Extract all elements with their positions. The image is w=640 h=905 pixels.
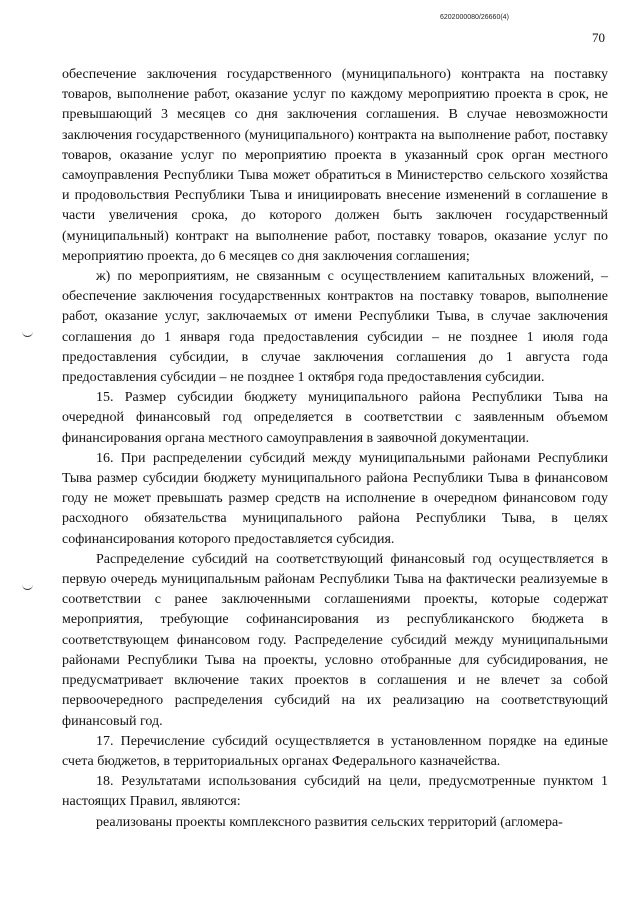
page-number: 70 (592, 30, 605, 45)
paragraph: 15. Размер субсидии бюджету муниципального района Республики Тыва на очередной финансовый год определяется в соответствии с заявленным объемом финансирования органа местного самоуправления в заявочной документации. (62, 390, 608, 446)
paragraph: ж) по мероприятиям, не связанным с осуществлением капитальных вложений, – обеспечение заключения государственных контрактов на поставку товаров, выполнение работ, оказание услуг, заключаемых от имени Республики Тыва, в случае заключения соглашения до 1 января года предоставления субсидии – не позднее 1 июля года предоставления субсидии, в случае заключения соглашения до 1 августа года предоставления субсидии – не позднее 1 октября года предоставления субсидии. (62, 269, 608, 386)
margin-mark (22, 583, 33, 590)
body-text (62, 65, 608, 833)
paragraph: 18. Результатами использования субсидий на цели, предусмотренные пунктом 1 настоящих Правил, являются: (62, 774, 608, 810)
paragraph: реализованы проекты комплексного развития сельских территорий (агломера- (96, 814, 563, 830)
document-id: 6202000080/26660(4) (440, 14, 509, 21)
paragraph: Распределение субсидий на соответствующий финансовый год осуществляется в первую очередь муниципальным районам Республики Тыва на фактически реализуемые в соответствии с ранее заключенными соглашениями проекты, которые содержат мероприятия, требующие софинансирования из республиканского бюджета в соответствующем финансовом году. Распределение субсидий между муниципальными районами Республики Тыва на проекты, условно отобранные для субсидирования, не предусматривает включение таких проектов в соглашения и не влечет за собой первоочередного распределения субсидий на их реализацию на соответствующий финансовый год. (62, 551, 608, 729)
paragraph: обеспечение заключения государственного (муниципального) контракта на поставку товаров, выполнение работ, оказание услуг по каждому мероприятию проекта в срок, не превышающий 3 месяцев со дня заключения соглашения. В случае невозможности заключения государственного (муниципального) контракта на выполнение работ, поставку товаров, оказание услуг по мероприятию проекта в указанный срок орган местного самоуправления Республики Тыва может обратиться в Министерство сельского хозяйства и продовольствия Республики Тыва и инициировать внесение изменений в соглашение в части увеличения срока, до которого должен быть заключен государственный (муниципальный) контракт на выполнение работ, поставку товаров, оказание услуг по мероприятию проекта, до 6 месяцев со дня заключения соглашения; (62, 67, 608, 264)
paragraph: 17. Перечисление субсидий осуществляется в установленном порядке на единые счета бюджетов, в территориальных органах Федерального казначейства. (62, 733, 608, 769)
margin-mark (22, 330, 33, 337)
paragraph: 16. При распределении субсидий между муниципальными районами Республики Тыва размер субсидии бюджету муниципального района Республики Тыва в финансовом году не может превышать размер средств на исполнение в очередном финансовом году расходного обязательства муниципального района Республики Тыва, в целях софинансирования которого предоставляется субсидия. (62, 450, 608, 547)
